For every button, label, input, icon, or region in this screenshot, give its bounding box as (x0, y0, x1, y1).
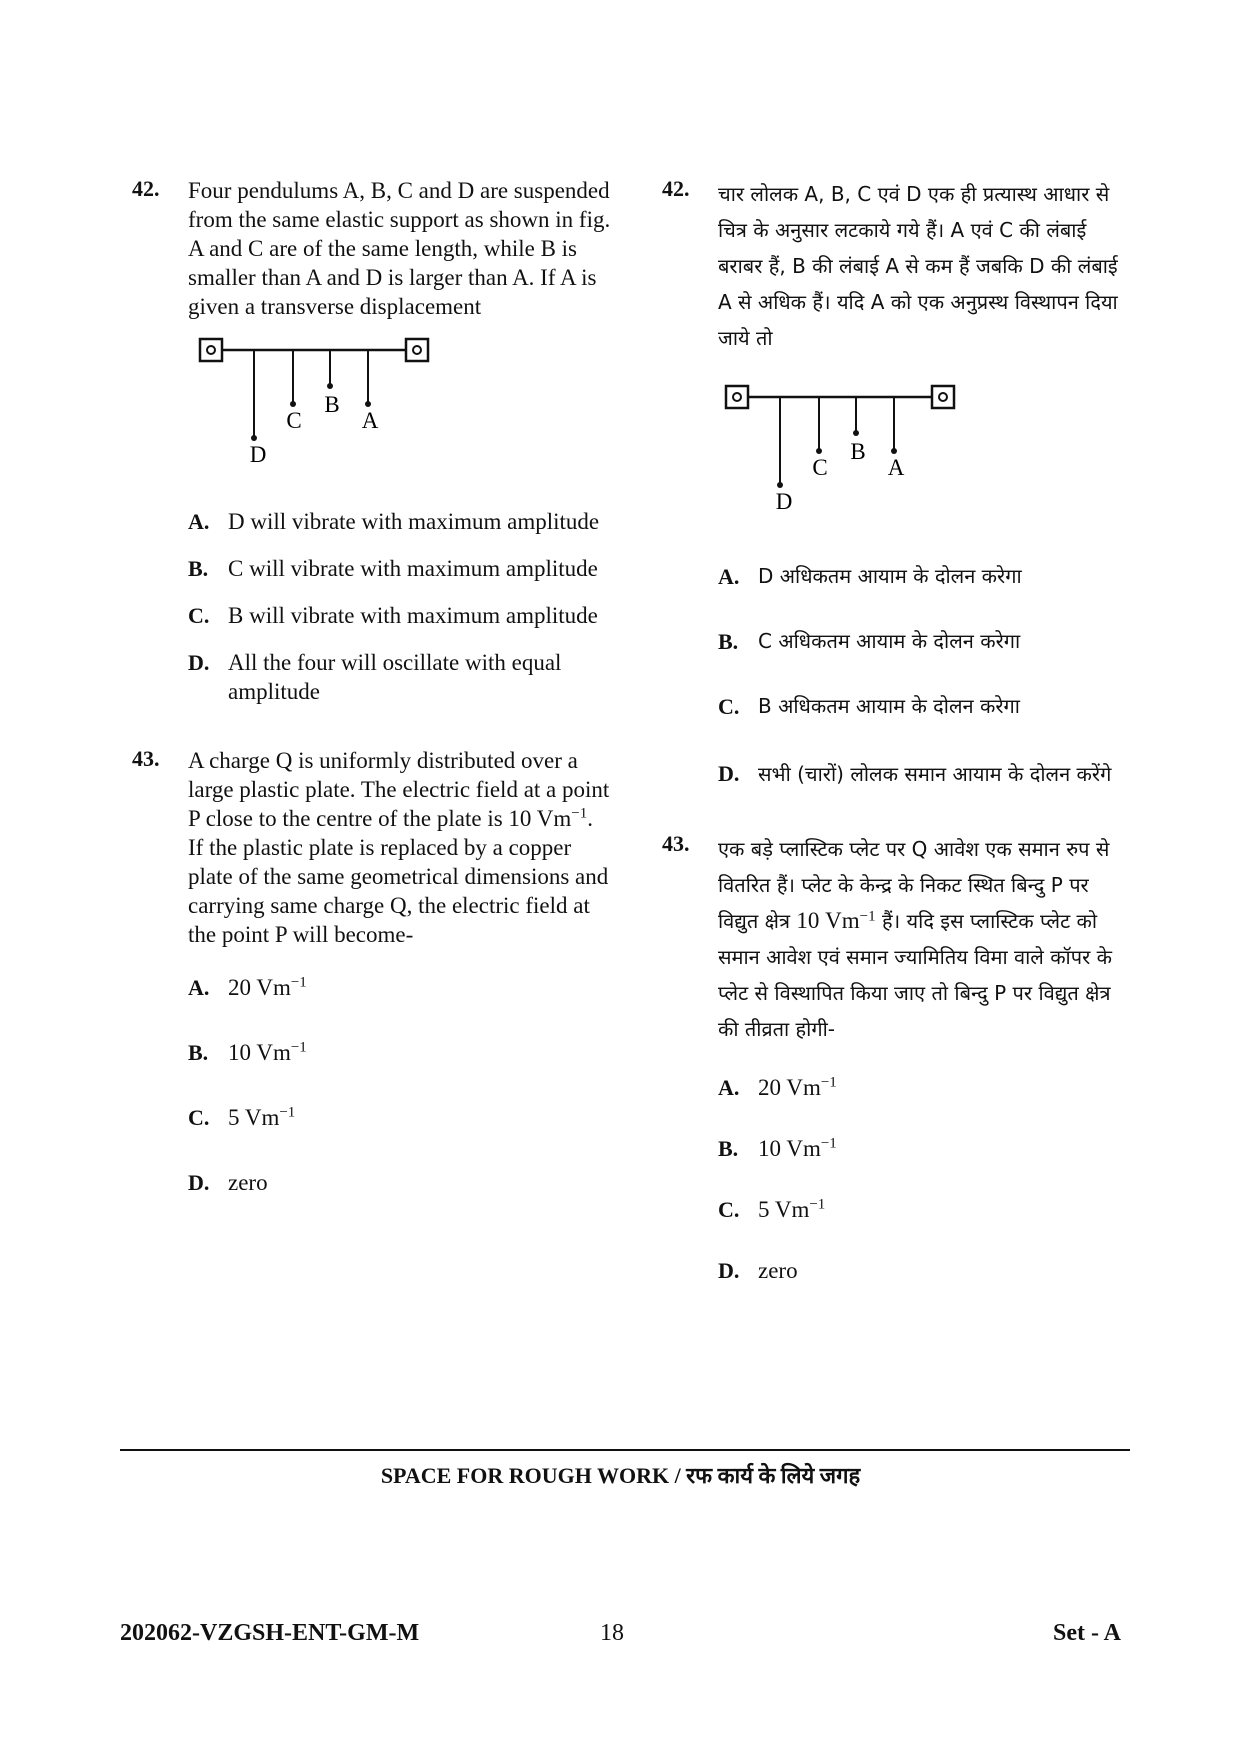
option-b[interactable]: B. C अधिकतम आयाम के दोलन करेगा (718, 629, 1021, 654)
label-b: B (324, 392, 340, 417)
option-d[interactable]: D. All the four will oscillate with equal amplitude (188, 650, 562, 704)
question-text: A charge Q is uniformly distributed over a large plastic plate. The electric field at a point P close to the centre of the plate is 10 $Vm^{-1}$. If the plastic plate is replaced by a copper plate of the same geometrical dimensions and carrying same charge Q, the electric field at the point P will become- (188, 748, 610, 947)
option-b[interactable]: B. 10 $Vm^{-1}$ (188, 1039, 307, 1065)
label-a: A (361, 408, 379, 433)
question-43-hi (662, 831, 1132, 1285)
question-text: चार लोलक A, B, C एवं D एक ही प्रत्यास्थ आधार से चित्र के अनुसार लटकाये गये हैं। A एवं C की लंबाई बराबर हैं, B की लंबाई A से कम हैं जबकि D की लंबाई A से अधिक हैं। यदि A को एक अनुप्रस्थ विस्थापन दिया जाये तो (718, 182, 1118, 350)
question-43-en (132, 746, 612, 1197)
paper-code: 202062-VZGSH-ENT-GM-M (120, 1620, 420, 1646)
option-d[interactable]: D. सभी (चारों) लोलक समान आयाम के दोलन करेंगे (718, 761, 1112, 786)
pendulum-diagram (724, 382, 1004, 532)
option-a[interactable]: A. 20 $Vm^{-1}$ (188, 974, 307, 1000)
label-c: C (286, 408, 302, 433)
option-d[interactable]: D. zero (188, 1170, 268, 1195)
question-number: 42. (662, 176, 690, 201)
question-number: 42. (132, 176, 160, 201)
option-c[interactable]: C. 5 $Vm^{-1}$ (718, 1196, 826, 1222)
option-d[interactable]: D. zero (718, 1258, 798, 1283)
right-support (406, 339, 428, 361)
label-b: B (850, 439, 866, 464)
divider-line (120, 1449, 1130, 1451)
hindi-column (662, 176, 1132, 1285)
question-text: Four pendulums A, B, C and D are suspended from the same elastic support as shown in fig. A and C are of the same length, while B is smaller than A and D is larger than A. If A is given a transverse displacement (188, 178, 611, 319)
option-a[interactable]: A. D will vibrate with maximum amplitude (188, 509, 600, 534)
rough-work-heading: SPACE FOR ROUGH WORK / रफ कार्य के लिये जगह (380, 1463, 861, 1488)
question-number: 43. (662, 831, 690, 856)
left-support (200, 339, 222, 361)
label-d: D (249, 442, 267, 467)
right-support (932, 386, 954, 408)
question-42-hi (662, 176, 1132, 791)
pendulum-diagram (198, 335, 478, 485)
option-a[interactable]: A. D अधिकतम आयाम के दोलन करेगा (718, 564, 1022, 589)
question-number: 43. (132, 746, 160, 771)
option-b[interactable]: B. C will vibrate with maximum amplitude (188, 556, 598, 581)
option-c[interactable]: C. B will vibrate with maximum amplitude (188, 603, 598, 628)
question-42-en (132, 176, 612, 706)
english-column (132, 176, 612, 1197)
label-c: C (812, 455, 828, 480)
option-a[interactable]: A. 20 $Vm^{-1}$ (718, 1074, 837, 1100)
question-text: एक बड़े प्लास्टिक प्लेट पर Q आवेश एक समान रुप से वितरित हैं। प्लेट के केन्द्र के निकट स्थित बिन्दु P पर विद्युत क्षेत्र 10 $Vm^{-1}$ हैं। यदि इस प्लास्टिक प्लेट को समान आवेश एवं समान ज्यामितिय विमा वाले कॉपर के प्लेट से विस्थापित किया जाए तो बिन्दु P पर विद्युत क्षेत्र की तीव्रता होगी- (718, 837, 1112, 1041)
set-label: Set - A (1053, 1620, 1121, 1646)
label-a: A (887, 455, 905, 480)
option-c[interactable]: C. 5 $Vm^{-1}$ (188, 1104, 296, 1130)
left-support (726, 386, 748, 408)
option-b[interactable]: B. 10 $Vm^{-1}$ (718, 1135, 837, 1161)
page-number: 18 (600, 1620, 624, 1646)
option-c[interactable]: C. B अधिकतम आयाम के दोलन करेगा (718, 694, 1020, 719)
label-d: D (775, 489, 793, 514)
